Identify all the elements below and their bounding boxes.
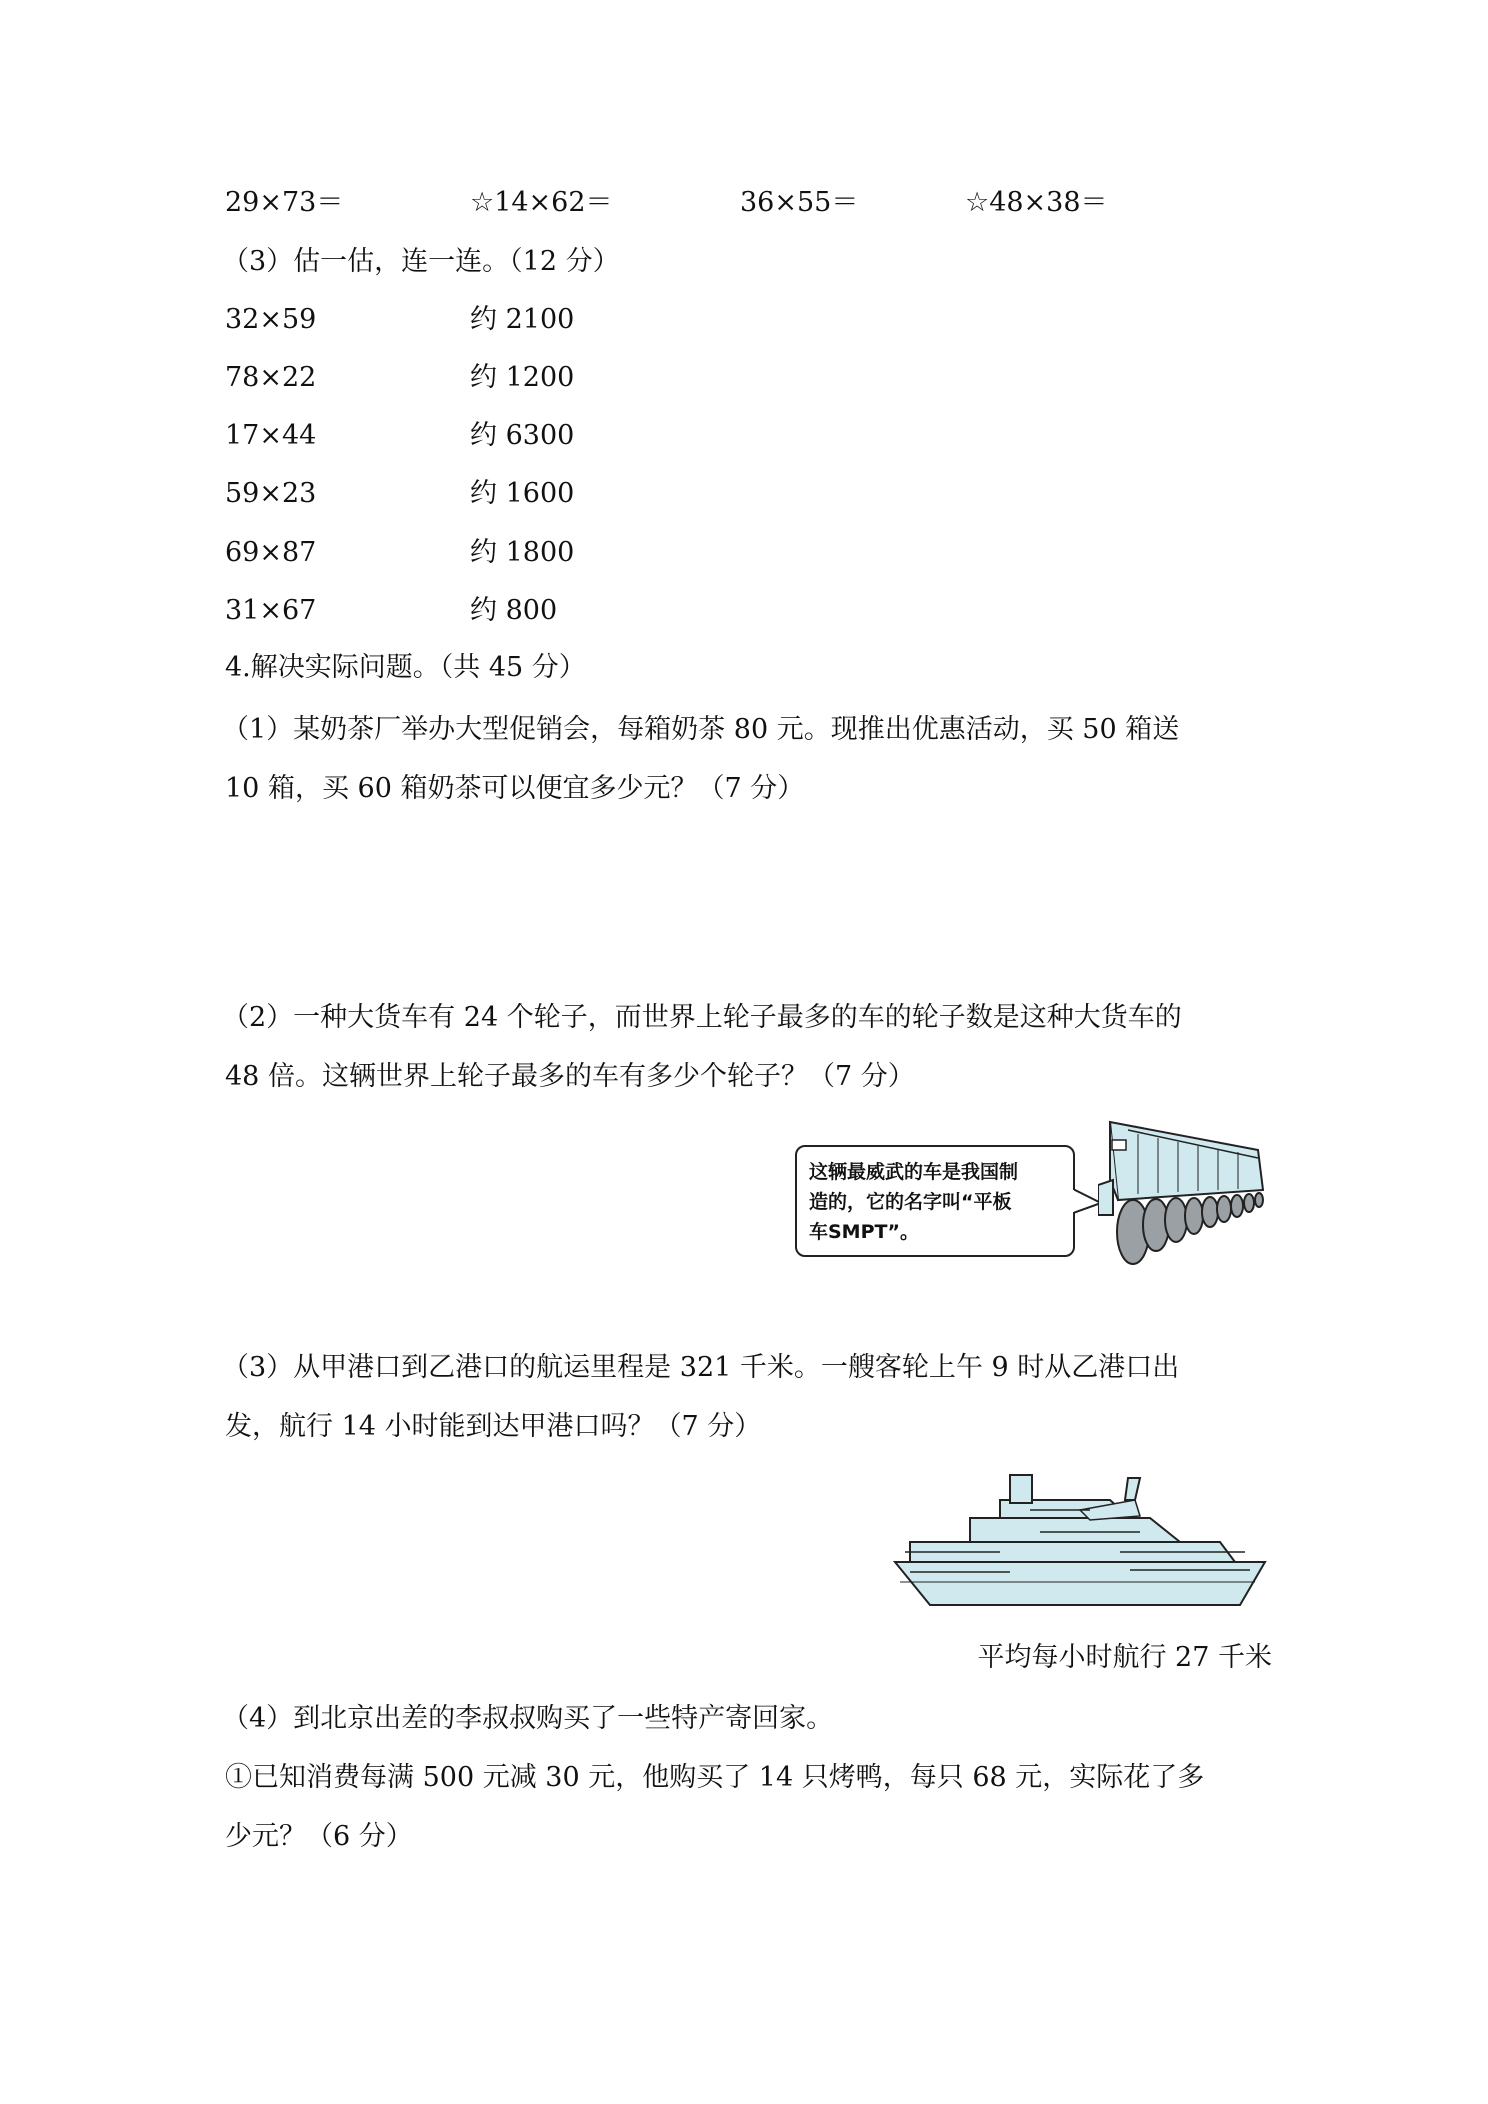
problem-2-line-1: （2）一种大货车有 24 个轮子，而世界上轮子最多的车的轮子数是这种大货车的	[222, 1002, 1182, 1033]
problem-2-line-2: 48 倍。这辆世界上轮子最多的车有多少个轮子？（7 分）	[225, 1061, 915, 1092]
ship-icon	[890, 1470, 1270, 1620]
q3-heading: （3）估一估，连一连。（12 分）	[222, 246, 620, 277]
section-4-heading: 4.解决实际问题。（共 45 分）	[225, 652, 586, 683]
calc-item-1: 29×73＝	[225, 187, 344, 218]
speech-bubble-line: 车SMPT”。	[809, 1221, 919, 1243]
estimate-value: 约 1600	[470, 478, 575, 509]
truck-icon	[1098, 1120, 1268, 1270]
estimate-expr: 78×22	[225, 362, 317, 393]
problem-3-line-1: （3）从甲港口到乙港口的航运里程是 321 千米。一艘客轮上午 9 时从乙港口出	[222, 1352, 1180, 1383]
speech-bubble-line: 造的，它的名字叫“平板	[809, 1191, 1012, 1213]
calc-item-4: ☆48×38＝	[965, 187, 1108, 218]
estimate-expr: 31×67	[225, 595, 317, 626]
problem-3-line-2: 发，航行 14 小时能到达甲港口吗？（7 分）	[225, 1411, 762, 1442]
speech-bubble	[795, 1145, 1075, 1257]
estimate-expr: 69×87	[225, 537, 317, 568]
ship-caption: 平均每小时航行 27 千米	[977, 1642, 1272, 1673]
calc-item-3: 36×55＝	[740, 187, 859, 218]
estimate-expr: 17×44	[225, 420, 317, 451]
speech-bubble-line: 这辆最威武的车是我国制	[809, 1161, 1019, 1183]
problem-4-sub-1-line-2: 少元？（6 分）	[225, 1821, 413, 1852]
estimate-expr: 32×59	[225, 304, 317, 335]
problem-4-sub-1-line-1: ①已知消费每满 500 元减 30 元，他购买了 14 只烤鸭，每只 68 元，实际花了多	[225, 1762, 1205, 1793]
estimate-value: 约 6300	[470, 420, 575, 451]
estimate-value: 约 2100	[470, 304, 575, 335]
problem-4-heading: （4）到北京出差的李叔叔购买了一些特产寄回家。	[222, 1703, 834, 1734]
calc-item-2: ☆14×62＝	[470, 187, 613, 218]
estimate-value: 约 1200	[470, 362, 575, 393]
problem-1-line-1: （1）某奶茶厂举办大型促销会，每箱奶茶 80 元。现推出优惠活动，买 50 箱送	[222, 714, 1180, 745]
estimate-value: 约 800	[470, 595, 558, 626]
problem-1-line-2: 10 箱，买 60 箱奶茶可以便宜多少元？（7 分）	[225, 773, 805, 804]
estimate-expr: 59×23	[225, 478, 317, 509]
estimate-value: 约 1800	[470, 537, 575, 568]
